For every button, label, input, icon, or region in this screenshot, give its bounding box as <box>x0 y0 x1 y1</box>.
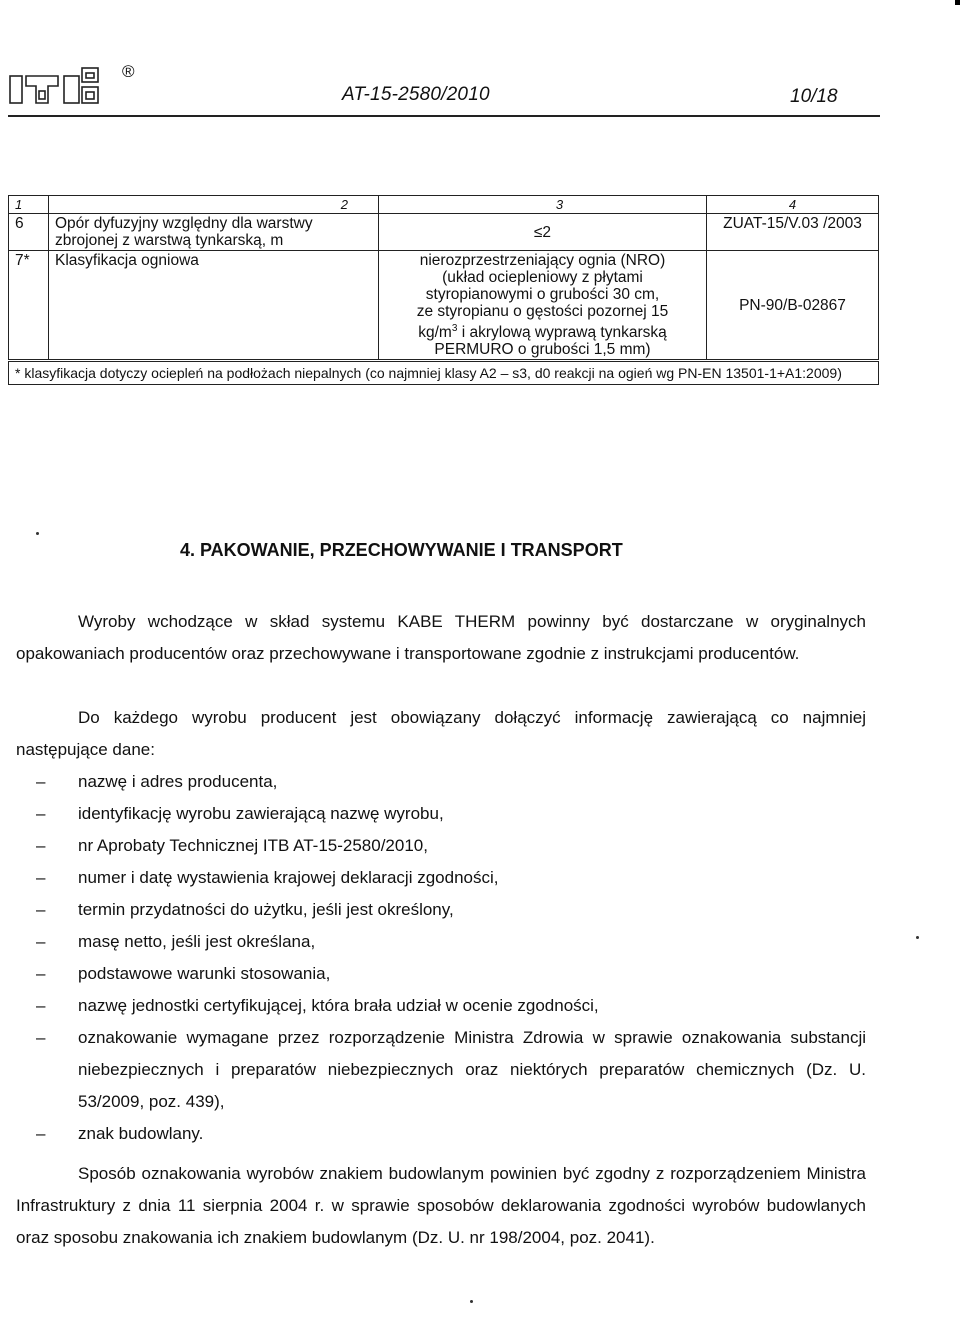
information-list <box>16 766 866 1150</box>
row-reference: PN-90/B-02867 <box>707 251 879 361</box>
table-footnote: * klasyfikacja dotyczy ociepleń na podłożach niepalnych (co najmniej klasy A2 – s3, d0 reakcji na ogień wg PN-EN 13501-1+A1:2009) <box>9 361 879 385</box>
registered-mark: ® <box>122 62 135 81</box>
row-number: 6 <box>9 214 49 251</box>
row-property: Klasyfikacja ogniowa <box>49 251 379 361</box>
list-item-text: znak budowlany. <box>78 1124 204 1143</box>
list-item <box>16 830 866 862</box>
list-dash: – <box>36 1028 46 1047</box>
list-item <box>16 1022 866 1118</box>
list-dash: – <box>36 1124 46 1143</box>
table-row <box>9 214 879 251</box>
row-reference: ZUAT-15/V.03 /2003 <box>707 214 879 251</box>
list-item <box>16 958 866 990</box>
unit-exponent: 3 <box>451 323 458 334</box>
list-item <box>16 990 866 1022</box>
table-row <box>9 251 879 361</box>
row-value: ≤2 <box>379 214 707 251</box>
corner-mark <box>955 0 960 5</box>
document-number: AT-15-2580/2010 <box>342 84 490 105</box>
scan-speck <box>916 936 919 939</box>
value-line: nierozprzestrzeniający ognia (NRO) <box>419 252 666 269</box>
list-item-text: masę netto, jeśli jest określana, <box>78 932 316 951</box>
section-title: 4. PAKOWANIE, PRZECHOWYWANIE I TRANSPORT <box>180 540 623 560</box>
list-dash: – <box>36 868 46 887</box>
value-line: styropianowymi o grubości 30 cm, <box>425 286 660 303</box>
unit-text: kg/m <box>418 324 452 342</box>
paragraph-text: Sposób oznakowania wyrobów znakiem budowlanym powinien być zgodny z rozporządzeniem Ministra Infrastruktury z dnia 11 sierpnia 2004 r. w sprawie sposobów deklarowania zgodności wyrobów budowlanych oraz sposobu znakowania ich znakiem budowlanym (Dz. U. nr 198/2004, poz. 2041). <box>16 1164 866 1247</box>
list-item <box>16 926 866 958</box>
col-header-3: 3 <box>379 196 707 214</box>
header-rule <box>8 115 880 117</box>
row-value <box>379 251 707 361</box>
paragraph-text: Do każdego wyrobu producent jest obowiązany dołączyć informację zawierającą co najmniej następujące dane: <box>16 708 866 759</box>
list-item <box>16 766 866 798</box>
paragraph-text: Wyroby wchodzące w skład systemu KABE THERM powinny być dostarczane w oryginalnych opakowaniach producentów oraz przechowywane i transportowane zgodnie z instrukcjami producentów. <box>16 612 866 663</box>
list-item-text: podstawowe warunki stosowania, <box>78 964 331 983</box>
table-header-row <box>9 196 879 214</box>
scan-speck <box>470 1300 473 1303</box>
list-item-text: nr Aprobaty Technicznej ITB AT-15-2580/2010, <box>78 836 428 855</box>
list-item-text: oznakowanie wymagane przez rozporządzenie Ministra Zdrowia w sprawie oznakowania substancji niebezpiecznych i preparatów niebezpiecznych oraz niektórych preparatów chemicznych (Dz. U. 53/2009, poz. 439), <box>78 1028 866 1111</box>
list-dash: – <box>36 804 46 823</box>
col-header-1: 1 <box>9 196 49 214</box>
list-item <box>16 894 866 926</box>
scan-speck <box>36 532 39 535</box>
paragraph-3 <box>16 1158 866 1254</box>
properties-table <box>8 195 879 385</box>
list-dash: – <box>36 996 46 1015</box>
list-item-text: identyfikację wyrobu zawierającą nazwę wyrobu, <box>78 804 444 823</box>
col-header-4: 4 <box>707 196 879 214</box>
list-dash: – <box>36 836 46 855</box>
list-item <box>16 862 866 894</box>
list-item <box>16 798 866 830</box>
page-number: 10/18 <box>790 86 838 107</box>
value-line: ze styropianu o gęstości pozornej 15 <box>416 303 669 320</box>
value-line <box>385 320 700 341</box>
list-item-text: nazwę i adres producenta, <box>78 772 278 791</box>
value-line: PERMURO o grubości 1,5 mm) <box>434 341 651 359</box>
paragraph-2 <box>16 702 866 766</box>
col-header-2: 2 <box>49 196 379 214</box>
list-item-text: numer i datę wystawienia krajowej deklaracji zgodności, <box>78 868 499 887</box>
list-dash: – <box>36 900 46 919</box>
itb-logo-icon <box>8 64 120 106</box>
list-dash: – <box>36 772 46 791</box>
row-number: 7* <box>9 251 49 361</box>
table-footnote-row <box>9 361 879 385</box>
value-text: i akrylową wyprawą tynkarską <box>457 324 667 342</box>
list-item-text: nazwę jednostki certyfikującej, która brała udział w ocenie zgodności, <box>78 996 599 1015</box>
list-item <box>16 1118 866 1150</box>
value-line: (układ ociepleniowy z płytami <box>442 269 643 286</box>
row-property: Opór dyfuzyjny względny dla warstwy zbrojonej z warstwą tynkarską, m <box>49 214 379 251</box>
list-dash: – <box>36 964 46 983</box>
list-dash: – <box>36 932 46 951</box>
list-item-text: termin przydatności do użytku, jeśli jest określony, <box>78 900 454 919</box>
paragraph-1 <box>16 606 866 670</box>
